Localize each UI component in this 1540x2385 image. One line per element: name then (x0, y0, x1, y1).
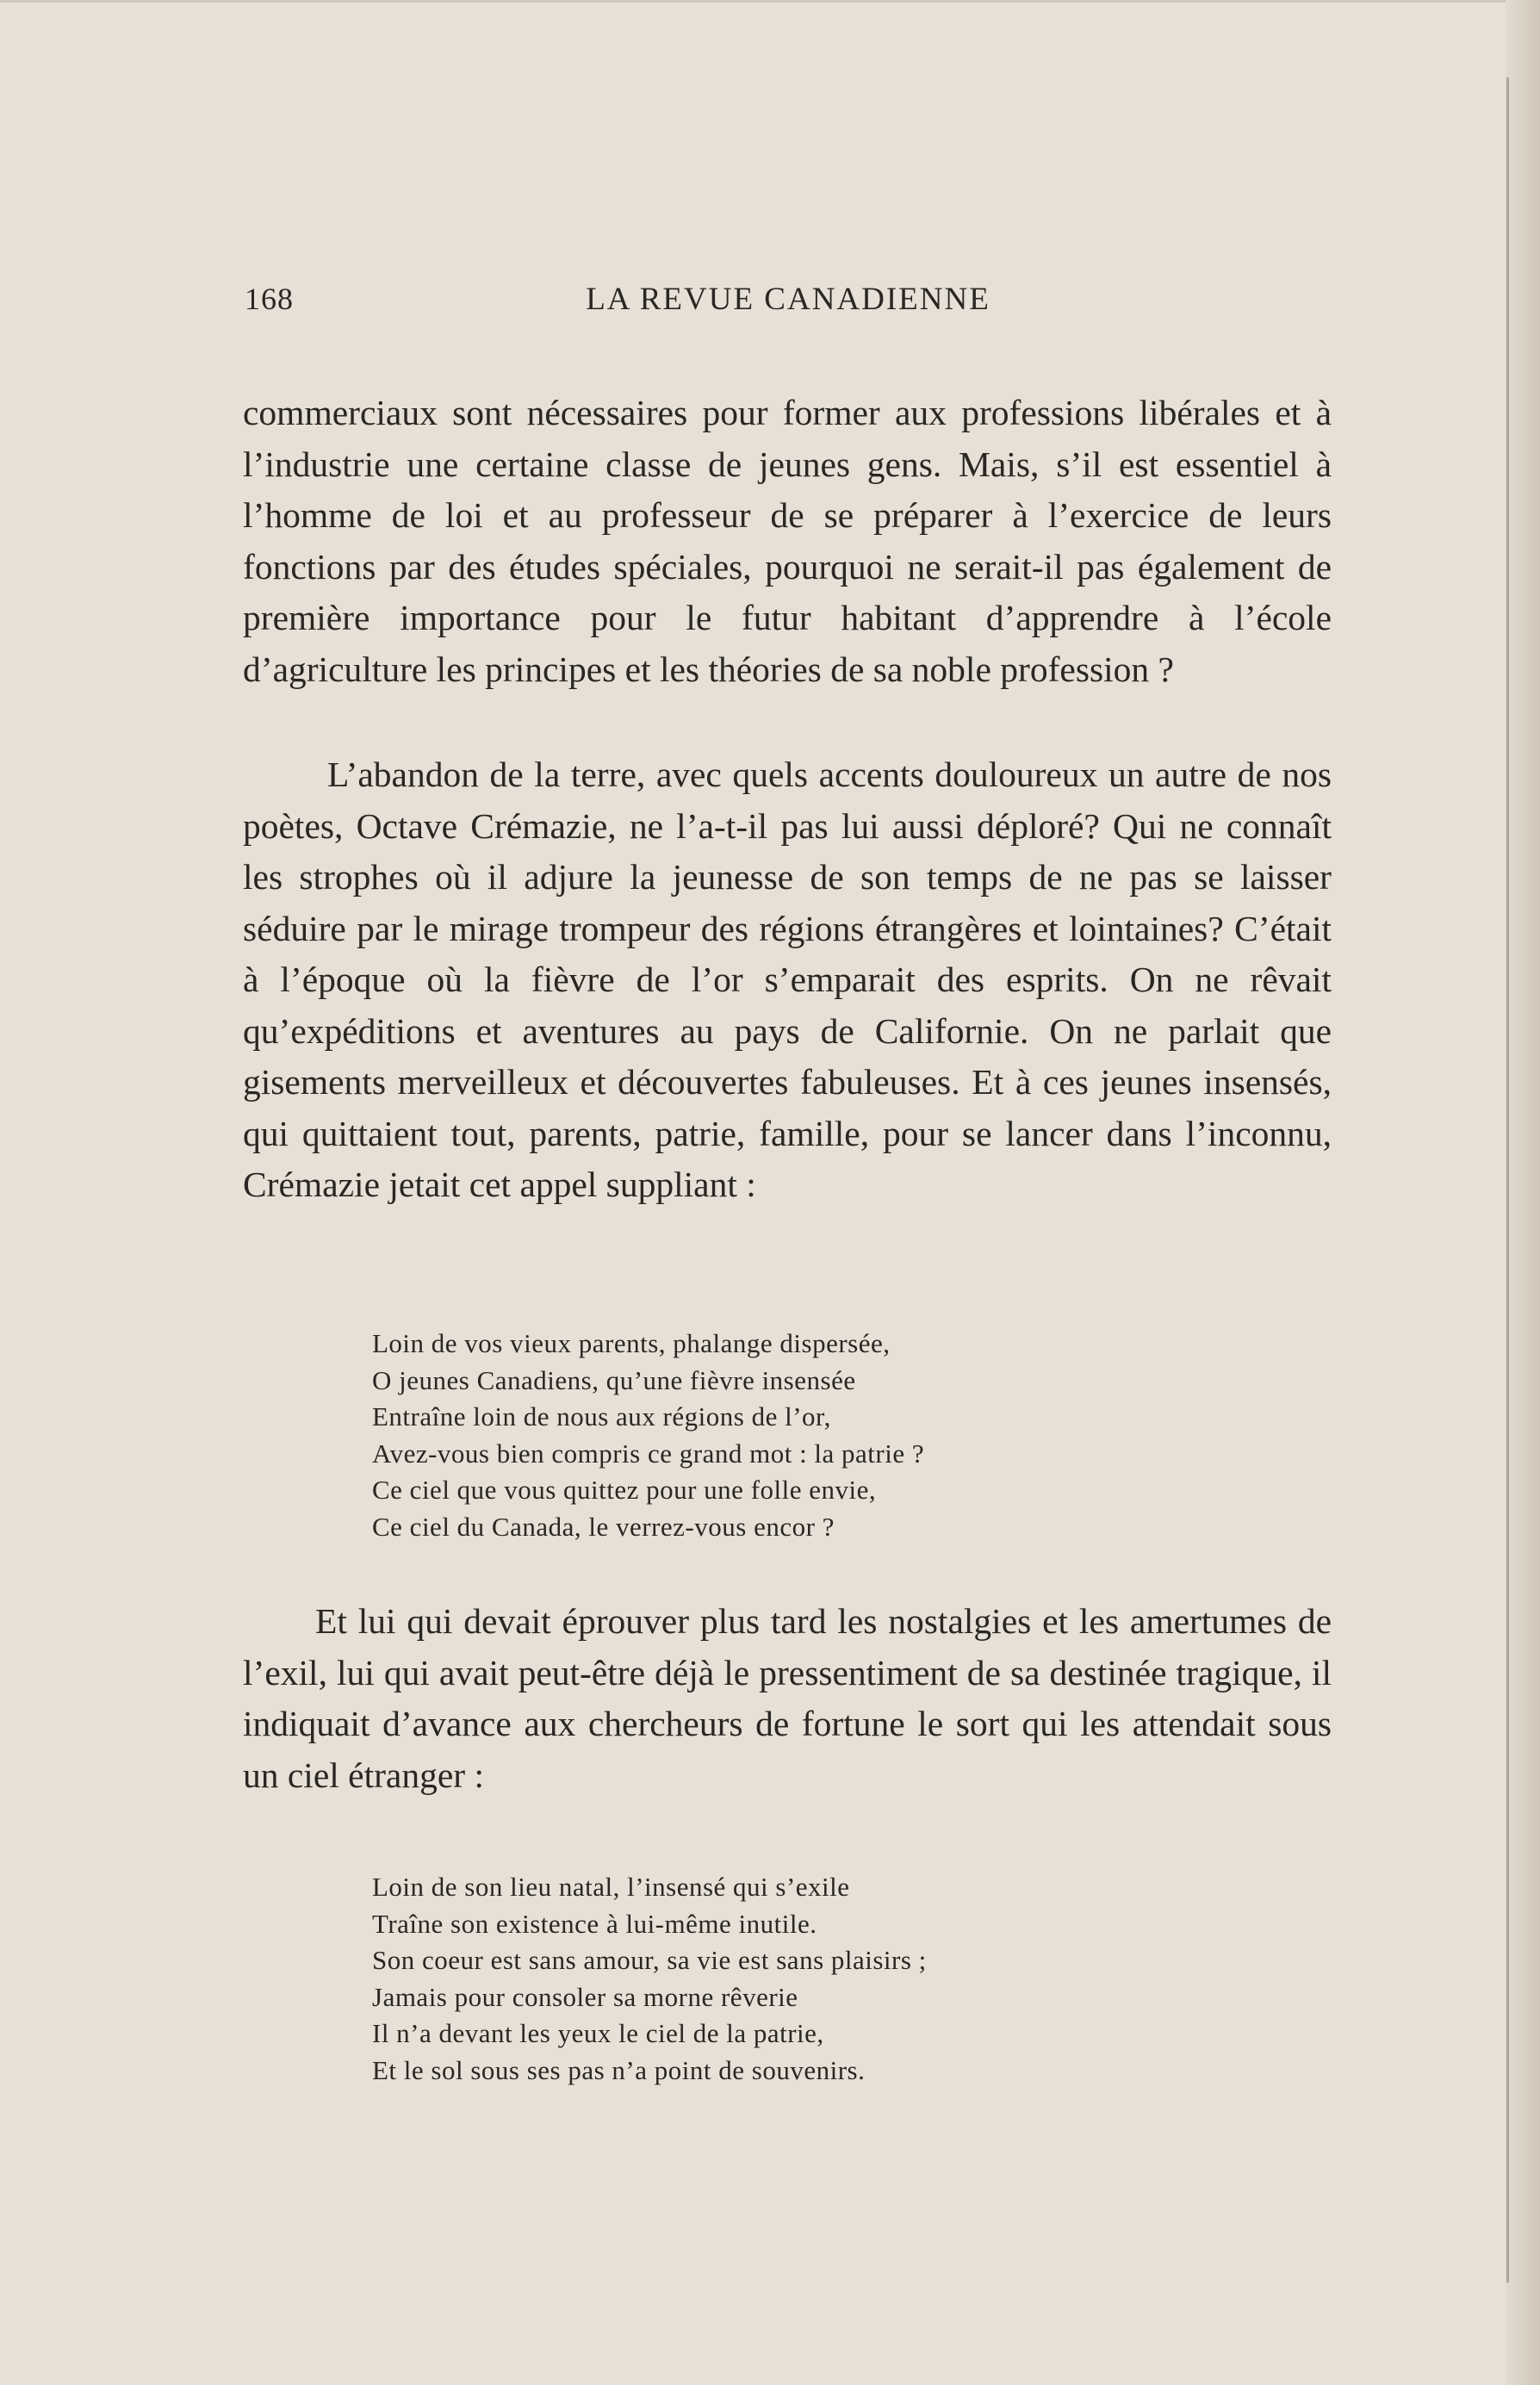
poem-line: Entraîne loin de nous aux régions de l’or, (372, 1401, 831, 1432)
poem-line: Ce ciel du Canada, le verrez-vous encor ? (372, 1511, 835, 1542)
poem-line: Et le sol sous ses pas n’a point de souvenirs. (372, 2054, 866, 2085)
poem-line: O jeunes Canadiens, qu’une fièvre insensée (372, 1364, 856, 1395)
poem-stanza-2 (372, 1869, 927, 2090)
page-edge-shadow-line (1506, 78, 1509, 2283)
page-gutter-edge (1506, 0, 1540, 2385)
paragraph-3: Et lui qui devait éprouver plus tard les nostalgies et les amertumes de l’exil, lui qui avait peut-être déjà le pressentiment de sa destinée tragique, il indiquait d’avance aux chercheurs de fortune le sort qui les attendait sous un ciel étranger : (243, 1601, 1332, 1795)
page-number: 168 (245, 282, 294, 316)
poem-line: Loin de son lieu natal, l’insensé qui s’exile (372, 1872, 850, 1902)
running-title: LA REVUE CANADIENNE (586, 282, 990, 317)
poem-line: Il n’a devant les yeux le ciel de la patrie, (372, 2018, 824, 2049)
scan-top-edge (0, 0, 1506, 3)
poem-line: Loin de vos vieux parents, phalange dispersée, (372, 1328, 891, 1358)
poem-stanza-1 (372, 1326, 924, 1546)
poem-line: Jamais pour consoler sa morne rêverie (372, 1981, 798, 2012)
paragraph-1: commerciaux sont nécessaires pour former aux professions libérales et à l’industrie une certaine classe de jeunes gens. Mais, s’il est essentiel à l’homme de loi et au professeur de se préparer à l’exercice de leurs fonctions par des études spéciales, pourquoi ne serait-il pas également de première importance pour le futur habitant d’apprendre à l’école d’agriculture les principes et les théories de sa noble profession ? (243, 393, 1332, 689)
poem-line: Ce ciel que vous quittez pour une folle envie, (372, 1475, 877, 1506)
running-header (245, 281, 1332, 332)
poem-line: Son coeur est sans amour, sa vie est sans plaisirs ; (372, 1945, 927, 1976)
poem-line: Traîne son existence à lui-même inutile. (372, 1908, 817, 1939)
poem-line: Avez-vous bien compris ce grand mot : la patrie ? (372, 1438, 925, 1469)
paragraph-2: L’abandon de la terre, avec quels accents douloureux un autre de nos poètes, Octave Crémazie, ne l’a-t-il pas lui aussi déploré? Qui ne connaît les strophes où il adjure la jeunesse de son temps de ne pas se laisser séduire par le mirage trompeur des régions étrangères et lointaines? C’était à l’époque où la fièvre de l’or s’emparait des esprits. On ne rêvait qu’expéditions et aventures au pays de Californie. On ne parlait que gisements merveilleux et découvertes fabuleuses. Et à ces jeunes insensés, qui quittaient tout, parents, patrie, famille, pour se lancer dans l’inconnu, Crémazie jetait cet appel suppliant : (243, 755, 1332, 1204)
